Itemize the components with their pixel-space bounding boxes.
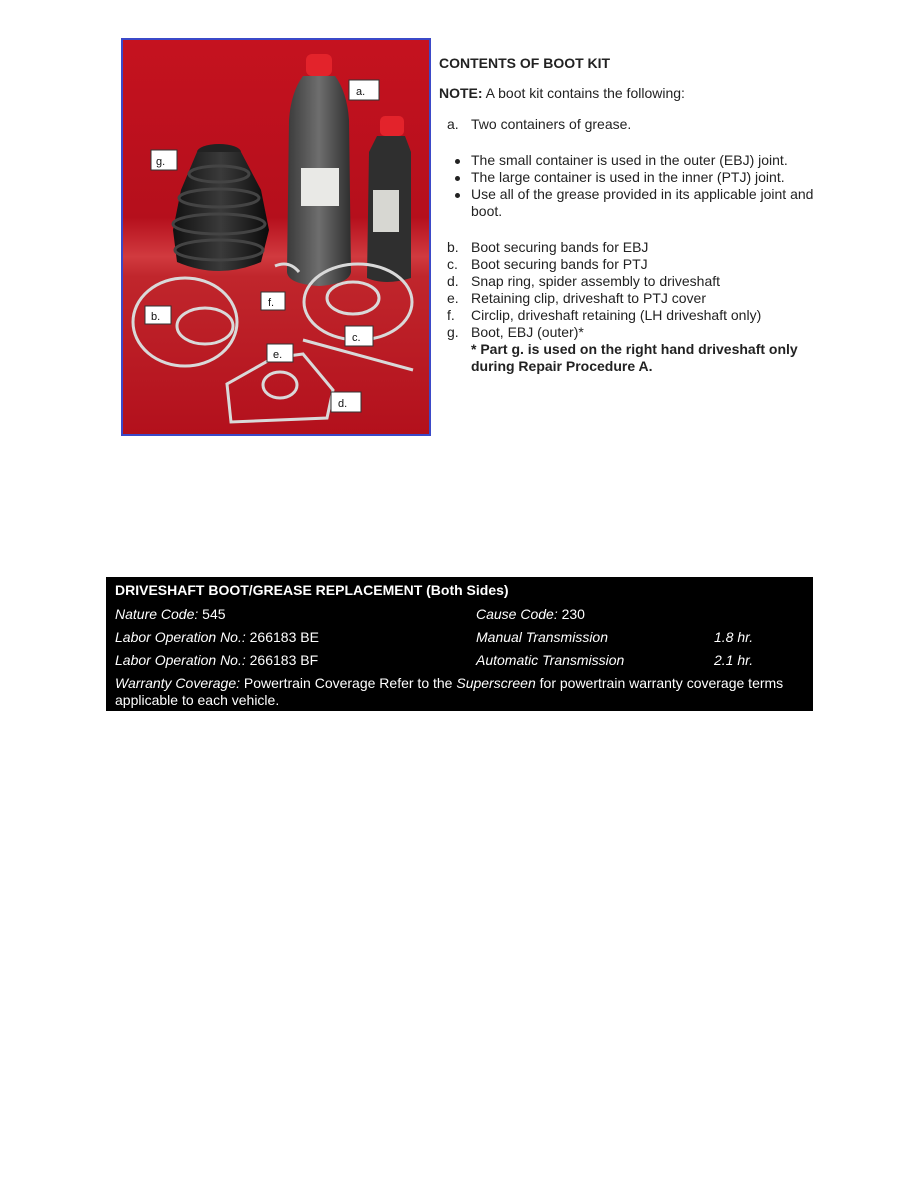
kit-title: CONTENTS OF BOOT KIT bbox=[439, 55, 611, 71]
table-row bbox=[115, 626, 804, 649]
kit-note bbox=[439, 85, 819, 102]
labor-operation-table bbox=[106, 577, 813, 711]
labor-title: DRIVESHAFT BOOT/GREASE REPLACEMENT (Both Sides) bbox=[115, 582, 509, 598]
callout-g bbox=[151, 150, 177, 170]
note-label: NOTE: bbox=[439, 85, 483, 101]
svg-text:a.: a. bbox=[356, 86, 366, 98]
callout-a bbox=[349, 80, 379, 100]
list-item: g. Boot, EBJ (outer)* bbox=[447, 324, 584, 340]
svg-text:c.: c. bbox=[352, 332, 361, 344]
table-row bbox=[115, 649, 804, 672]
callout-f bbox=[261, 292, 285, 310]
part-g-footnote: * Part g. is used on the right hand driveshaft only during Repair Procedure A. bbox=[471, 341, 798, 374]
list-item: c. Boot securing bands for PTJ bbox=[447, 256, 648, 272]
svg-text:d.: d. bbox=[338, 398, 348, 410]
bullet-item: Use all of the grease provided in its applicable joint and boot. bbox=[439, 186, 819, 220]
labor-time: 1.8 hr. bbox=[714, 629, 754, 645]
callout-b bbox=[145, 306, 171, 324]
bullet-icon bbox=[455, 193, 460, 198]
list-item: a. Two containers of grease. bbox=[447, 116, 632, 132]
note-text: A boot kit contains the following: bbox=[482, 85, 685, 101]
warranty-coverage: Warranty Coverage: Powertrain Coverage Refer to the Superscreen for powertrain warranty coverage terms applicable to each vehicle. bbox=[115, 675, 784, 708]
boot-kit-photo bbox=[121, 38, 431, 436]
labor-op-no: Labor Operation No.: 266183 BE bbox=[115, 629, 319, 645]
svg-text:f.: f. bbox=[268, 297, 275, 309]
grease-bullets bbox=[439, 152, 819, 220]
callout-d bbox=[331, 392, 361, 412]
callout-c bbox=[345, 326, 373, 346]
bullet-icon bbox=[455, 159, 460, 164]
svg-text:b.: b. bbox=[151, 311, 161, 323]
callout-e bbox=[267, 344, 293, 362]
bullet-item: The large container is used in the inner (PTJ) joint. bbox=[439, 169, 819, 186]
list-item: d. Snap ring, spider assembly to driveshaft bbox=[447, 273, 721, 289]
item-a bbox=[439, 116, 819, 133]
svg-text:g.: g. bbox=[156, 156, 166, 168]
list-item: e. Retaining clip, driveshaft to PTJ cover bbox=[447, 290, 706, 306]
transmission-type: Manual Transmission bbox=[476, 629, 609, 645]
labor-time: 2.1 hr. bbox=[714, 652, 754, 668]
labor-op-no: Labor Operation No.: 266183 BF bbox=[115, 652, 319, 668]
kit-contents bbox=[439, 55, 819, 375]
list-item: f. Circlip, driveshaft retaining (LH driveshaft only) bbox=[447, 307, 762, 323]
list-item: b. Boot securing bands for EBJ bbox=[447, 239, 649, 255]
cause-code: Cause Code: 230 bbox=[476, 606, 585, 622]
transmission-type: Automatic Transmission bbox=[476, 652, 625, 668]
bullet-icon bbox=[455, 176, 460, 181]
nature-code: Nature Code: 545 bbox=[115, 606, 226, 622]
bullet-item: The small container is used in the outer (EBJ) joint. bbox=[439, 152, 819, 169]
large-grease-bottle bbox=[287, 54, 351, 286]
parts-list bbox=[439, 239, 819, 341]
svg-text:e.: e. bbox=[273, 349, 283, 361]
table-row bbox=[115, 603, 804, 626]
